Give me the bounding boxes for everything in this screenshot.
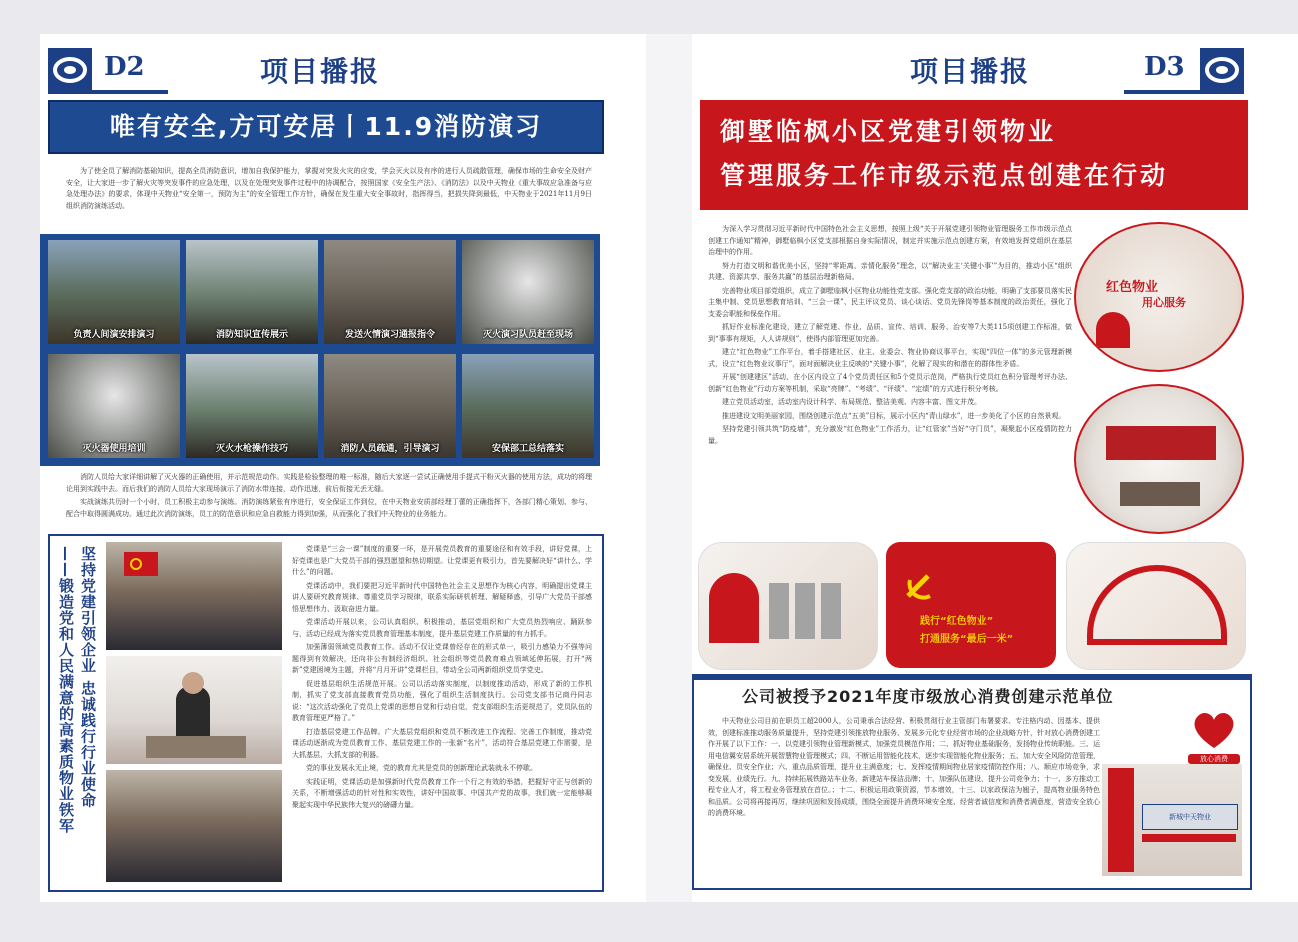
wall-text: 用心服务 (1142, 296, 1186, 309)
section-title: 项目播报 (910, 55, 1031, 88)
fire-drill-banner: 唯有安全,方可安居丨11.9消防演习 (48, 100, 604, 154)
party-emblem-board (886, 542, 1056, 668)
demo-point-text: 为深入学习贯彻习近平新时代中国特色社会主义思想，按照上级“关于开展党建引领物业管理服务工作市级示范点创建工作通知”精神，御墅临枫小区党支部根据自身实际情况，制定并实施示范点创建方案，有效地发挥党组织在基层治理中的作用。 努力打造文明和谐优美小区，坚持“零距离、亲情化服务”理念，以“解决业主‘关键小事’”为目的，推动小区“组织共建、资源共享、服务共赢”的基层治理新格局。 完善物业项目部党组织，成立了御墅临枫小区物业功能性党支部。强化党支部的政治功能，明确了支部要员落实民主集中制、党员思想教育培训、“三会一课”、民主评议党员、谈心谈话、党员先锋岗等基本制度的政治责任，强化了支委会职能和保垒作用。 抓好作业标准化建设，建立了解党建、作业、品质、宣传、培训、服务、治安等7大类115项创建工作标准，做到“事事有规矩，人人讲规则”，使得内部管理更加完善。 建立“红色物业”工作平台，着手搭建社区、业主、业委会、物业协商议事平台，实现“四位一体”的多元管理新模式，设立“红色物业议事厅”，面对面解决业主反映的“关键小事”，化解了现实的和潜在的群体性矛盾。 开展“创建建区”活动，在小区内设立了4个党员责任区和5个党员示范岗，严格执行党员红色积分管理考评办法、创新“红色物业”行动方案等机制，采取“亮牌”、“考绩”、“评绩”、“定绩”的方式进行积分考核。 建立党员活动室，活动室内设计科学、布局规范、整洁美观、内容丰富、图文并茂。 推进建设文明美丽家园，围绕创建示范点“五美”目标，展示小区内“青山绿水”，进一步美化了小区的自然景观。 坚持党建引领共筑“防疫墙”，充分激发“红色物业”工作活力，让“红管家”当好“守门员”，凝聚起小区疫情防控力量。 (708, 225, 1072, 445)
heart-tree-icon (1188, 710, 1240, 750)
drill-photo: 发送火情演习通报指令 (324, 240, 456, 344)
drill-photo: 负责人间演安排演习 (48, 240, 180, 344)
red-property-wall-photo (1074, 222, 1244, 372)
booth-sign: 新城中天物业 (1142, 804, 1238, 830)
fire-drill-intro: 为了使全员了解消防基础知识，提高全员消防意识，增加自我保护能力，掌握对突发火灾的应变，学会灭火以及有序的进行人员疏散管理，确保市场的生命安全及财产安全，让大家进一步了解火灾等突发事件的应急处理，以及在处理突发事件过程中的协调配合，按照国家《安全生产法》、《消防法》以及中天物业《重大事故应急准备与应急处理办法》的要求，体现中天物业“安全第一，预防为主”的安全管理工作方针，确保在发生重大安全事故时，指挥得当，把损失降到最低，中天物业于2021年11月9日组织消防演练活动。 (66, 167, 592, 210)
lecture-photo (106, 656, 282, 764)
section-title: 项目播报 (260, 55, 381, 88)
drill-photo: 消防人员疏通，引导演习 (324, 354, 456, 458)
fire-drill-summary: 消防人员给大家详细讲解了灭火器的正确使用，并示范规范动作。实践是检验整理的唯一标准，随后大家逐一尝试正确使用手提式干粉灭火器的使用方法，成功的将理论用到实践中去。而后我们的消防人员给大家现场演示了消防水带连接，动作迅速，前后衔接无丢无缝。 实战演练共历时一个小时，员工积极主动参与演练。消防演练紧张有序进行，安全保证工作到位，在中天物业安质部经理丁蕾的正确指挥下，各部门精心策划、参与、配合中取得圆满成功。通过此次消防演练，员工的防范意识和应急自救能力得到加强，从而强化了我们中天物业的业务能力。 (66, 473, 592, 518)
vertical-slogan: 坚持党建引领企业 忠诚践行行业使命 (79, 546, 97, 809)
sign-line: 打通服务“最后一米” (920, 634, 1014, 645)
party-flag-icon (124, 552, 158, 576)
party-meeting-photo (106, 542, 282, 650)
drill-photo: 安保部工总结落实 (462, 354, 594, 458)
header-rule (48, 90, 168, 94)
company-logo-icon (1200, 48, 1244, 92)
party-building-text: 党课是“三会一课”制度的重要一环，是开展党员教育的重要途径和有效手段，讲好党课，上好党课也是广大党员干部的强烈愿望和热切期望。让党课更有吸引力，首先要解决好“讲什么、学什么”的问题。 党课活动中，我们要把习近平新时代中国特色社会主义思想作为核心内容，明确提出党课主讲人要研究教育规律、尊重党员学习规律，联系实际研机析理、解疑释惑，引导广大党员干部感悟思想伟力、汲取奋进力量。 党课活动开展以来，公司认真组织、积极推动，基层党组织和广大党员热烈响应、踊跃参与，活动已经成为落实党员教育管理基本制度，提升基层党建工作质量的有力抓手。 加强薄弱领域党员教育工作。活动不仅让党课曾经存在的形式单一，吸引力感染力不强等问题得到有效解决，还向非公有制经济组织、社会组织等党员教育难点领域延伸拓展，打开“两新”党建困境为主题，并将“月月开讲”党课栏目，带动全公司两新组织党员学党史。 促进基层组织生活规范开展。公司以活动落实制度，以制度推动活动，形成了新的工作机制，抓实了党支部直接教育党员功能，强化了组织生活制度执行。公司党支部书记商丹同志说：“这次活动强化了党员上党课的思想自觉和行动自觉，党支部组织生活更规范了，党员队伍的教育管理更严格了。” 打造基层党建工作品牌。广大基层党组织和党员不断改进工作流程、完善工作制度，推动党课活动逐渐成为党员教育工作、基层党建工作的一张新“名片”，活动符合基层党建工作需要，是大抓基层、大抓支部的利器。 党的事业发展永无止境，党的教育尤其是党员的创新理论武装就永不停歇。 实践证明，党课活动是加强新时代党员教育工作一个行之有效的举措，把握好守正与创新的关系，不断增强活动的针对性和实效性，讲好中国故事、中国共产党的故事，我们就一定能够凝聚起实现中华民族伟大复兴的磅礴力量。 (292, 545, 592, 809)
logo-text: 放心消费 (1188, 754, 1240, 764)
banner-line-1: 御墅临枫小区党建引领物业 (720, 117, 1057, 146)
drill-photo: 灭火演习队员赶至现场 (462, 240, 594, 344)
page-number: D3 (1144, 52, 1185, 82)
drill-photo: 灭火器使用培训 (48, 354, 180, 458)
page-gutter (646, 34, 692, 902)
right-page (692, 34, 1298, 902)
banner-line-2: 管理服务工作市级示范点创建在行动 (720, 161, 1169, 190)
culture-wall-photo (698, 542, 878, 670)
honor-wall-photo (1066, 542, 1246, 670)
vertical-slogan: ——锻造党和人民满意的高素质物业铁军 (57, 546, 75, 834)
party-class-photo (106, 770, 282, 882)
sign-line: 践行“红色物业” (920, 616, 994, 627)
drill-photo: 消防知识宣传展示 (186, 240, 318, 344)
left-page (40, 34, 646, 902)
header-rule (1124, 90, 1244, 94)
page-number: D2 (104, 52, 145, 82)
photo-grid (40, 234, 600, 466)
party-banner (700, 100, 1248, 210)
activity-room-photo (1074, 384, 1244, 534)
booth-photo (1102, 764, 1242, 876)
company-logo-icon (48, 48, 92, 92)
award-title: 公司被授予2021年度市级放心消费创建示范单位 (742, 687, 1114, 706)
drill-photo: 灭火水枪操作技巧 (186, 354, 318, 458)
consumer-logo (1188, 710, 1240, 762)
award-text: 中天物业公司目前在职员工超2000人，公司秉承合法经营、积极贯彻行业主管部门布署要求、专注格内动、因基本、提供效，创建标准推动服务质量提升，坚持党建引领推放物业服务、发展多元化专业经营市场的企业战略方针，针对放心消费创建工作开展了以下工作：一、以党建引领物业管理新模式，加强党员模范作用；二、抓好物业基础服务，发扬物业传统职能。三、运用电信翼安居系统开展智慧物业管理模式；四、不断运用智能化技术，逐步实现智能化物业服务；五、加大安全风险防范管理，确保业、员安全作业；六、重点品质管理，提升业主满意度；七、发挥疫情期间物业居家疫情防控作用；八、顺应市场竞争，求变发展，业绩先行。九、持续拓展铁路站车业务，新建站车保洁品牌；十、加强队伍建设，提升公司竞争力；十一、多方推动工程专业人才，将工程业务管理放在首位。；十二、积极运用政策资源，节本增效，十三、以家政保洁为翘子，提高物业服务特色和品质。公司将再接再厉，继续巩固和发扬成绩，围绕全面提升消费环境安全度、经营者诚信度和消费者满意度，营造安全放心的消费环境。 (708, 717, 1100, 817)
party-emblem-icon (900, 566, 940, 606)
wall-text: 红色物业 (1106, 280, 1159, 295)
